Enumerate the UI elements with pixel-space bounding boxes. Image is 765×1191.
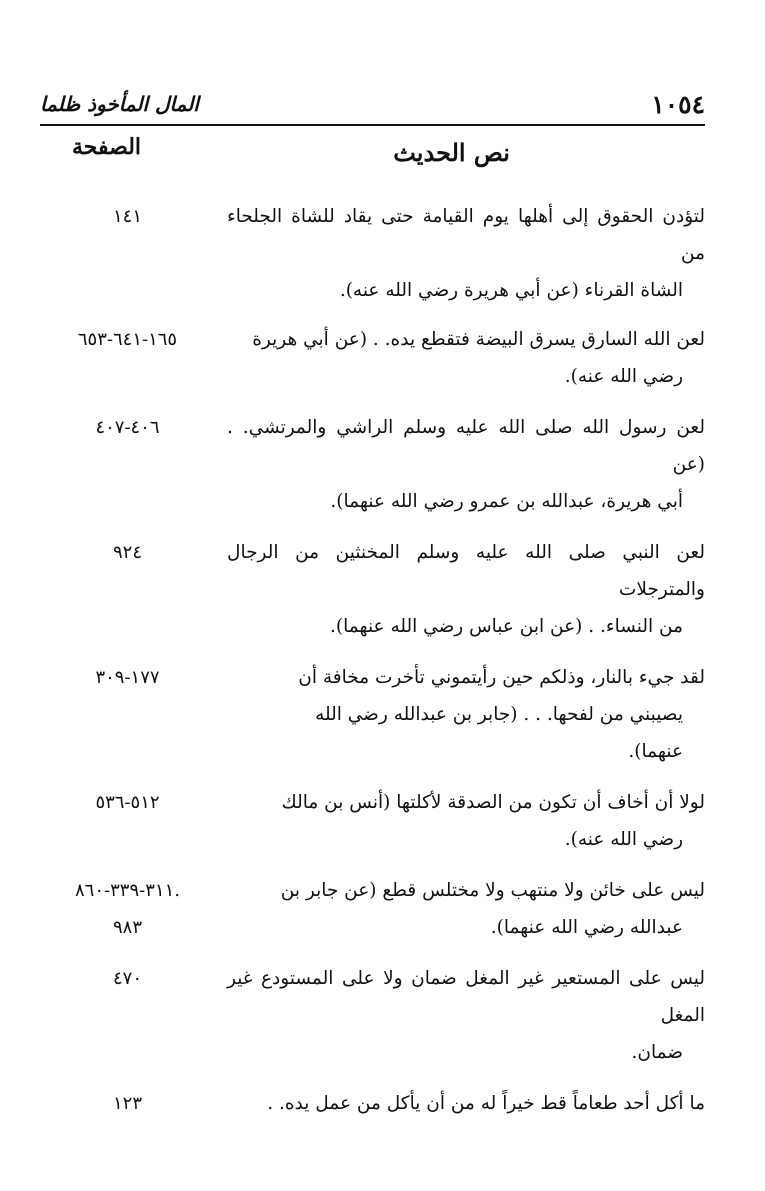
hadith-line: ليس على خائن ولا منتهب ولا مختلس قطع (عن جابر بن xyxy=(280,880,705,901)
page-reference: ١٢٣ xyxy=(112,1093,142,1114)
hadith-line: رضي الله عنه). xyxy=(564,366,683,387)
running-header xyxy=(40,84,705,126)
list-item xyxy=(40,784,705,858)
book-title: المال المأخوذ ظلما xyxy=(40,92,199,116)
hadith-text xyxy=(227,321,705,395)
list-item xyxy=(40,659,705,770)
hadith-text xyxy=(227,659,705,770)
page-reference: ٥١٢-٥٣٦ xyxy=(95,792,160,813)
hadith-line: عنهما). xyxy=(628,741,683,762)
list-item xyxy=(40,872,705,946)
hadith-line: ضمان. xyxy=(631,1042,683,1063)
hadith-line: من النساء. . (عن ابن عباس رضي الله عنهما). xyxy=(329,616,683,637)
hadith-text xyxy=(227,198,705,309)
hadith-index-list xyxy=(40,198,705,1136)
list-item xyxy=(40,198,705,309)
hadith-line: رضي الله عنه). xyxy=(564,829,683,850)
hadith-line: لعن رسول الله صلى الله عليه وسلم الراشي والمرتشي. . (عن xyxy=(227,417,705,475)
hadith-text xyxy=(227,409,705,520)
hadith-text xyxy=(227,534,705,645)
hadith-line: الشاة القرناء (عن أبي هريرة رضي الله عنه). xyxy=(339,280,683,301)
page-number: ١٠٥٤ xyxy=(651,90,705,119)
hadith-line: لعن الله السارق يسرق البيضة فتقطع يده. . (عن أبي هريرة xyxy=(252,329,705,350)
hadith-line: عبدالله رضي الله عنهما). xyxy=(490,917,683,938)
column-heading-page: الصفحة xyxy=(72,134,142,160)
hadith-line: لولا أن أخاف أن تكون من الصدقة لأكلتها (أنس بن مالك xyxy=(281,792,705,813)
list-item xyxy=(40,321,705,395)
hadith-text xyxy=(227,960,705,1071)
hadith-line: لقد جيء بالنار، وذلكم حين رأيتموني تأخرت مخافة أن xyxy=(298,667,705,688)
hadith-line: لعن النبي صلى الله عليه وسلم المخنثين من الرجال والمترجلات xyxy=(227,542,705,600)
hadith-line: لتؤدن الحقوق إلى أهلها يوم القيامة حتى يقاد للشاة الجلحاء من xyxy=(227,206,705,264)
list-item xyxy=(40,1085,705,1122)
page-reference: ٣١١-٣٣٩-٨٦٠. ٩٨٣ xyxy=(75,880,180,938)
page-reference: ٩٢٤ xyxy=(112,542,142,563)
hadith-text xyxy=(227,784,705,858)
list-item xyxy=(40,960,705,1071)
list-item xyxy=(40,534,705,645)
hadith-line: ليس على المستعير غير المغل ضمان ولا على المستودع غير المغل xyxy=(227,968,705,1026)
page-reference: ١٦٥-٦٤١-٦٥٣ xyxy=(77,329,178,350)
hadith-text xyxy=(227,872,705,946)
page-reference: ٤٠٦-٤٠٧ xyxy=(95,417,160,438)
column-heading-text: نص الحديث xyxy=(393,138,510,167)
hadith-line: ما أكل أحد طعاماً قط خيراً له من أن يأكل من عمل يده. . xyxy=(267,1093,705,1114)
page-reference: ١٧٧-٣٠٩ xyxy=(95,667,160,688)
hadith-line: يصيبني من لفحها. . . (جابر بن عبدالله رضي الله xyxy=(315,704,683,725)
hadith-line: أبي هريرة، عبدالله بن عمرو رضي الله عنهما). xyxy=(330,491,683,512)
page-reference: ٤٧٠ xyxy=(112,968,142,989)
hadith-text xyxy=(227,1085,705,1122)
list-item xyxy=(40,409,705,520)
page-reference: ١٤١ xyxy=(112,206,142,227)
